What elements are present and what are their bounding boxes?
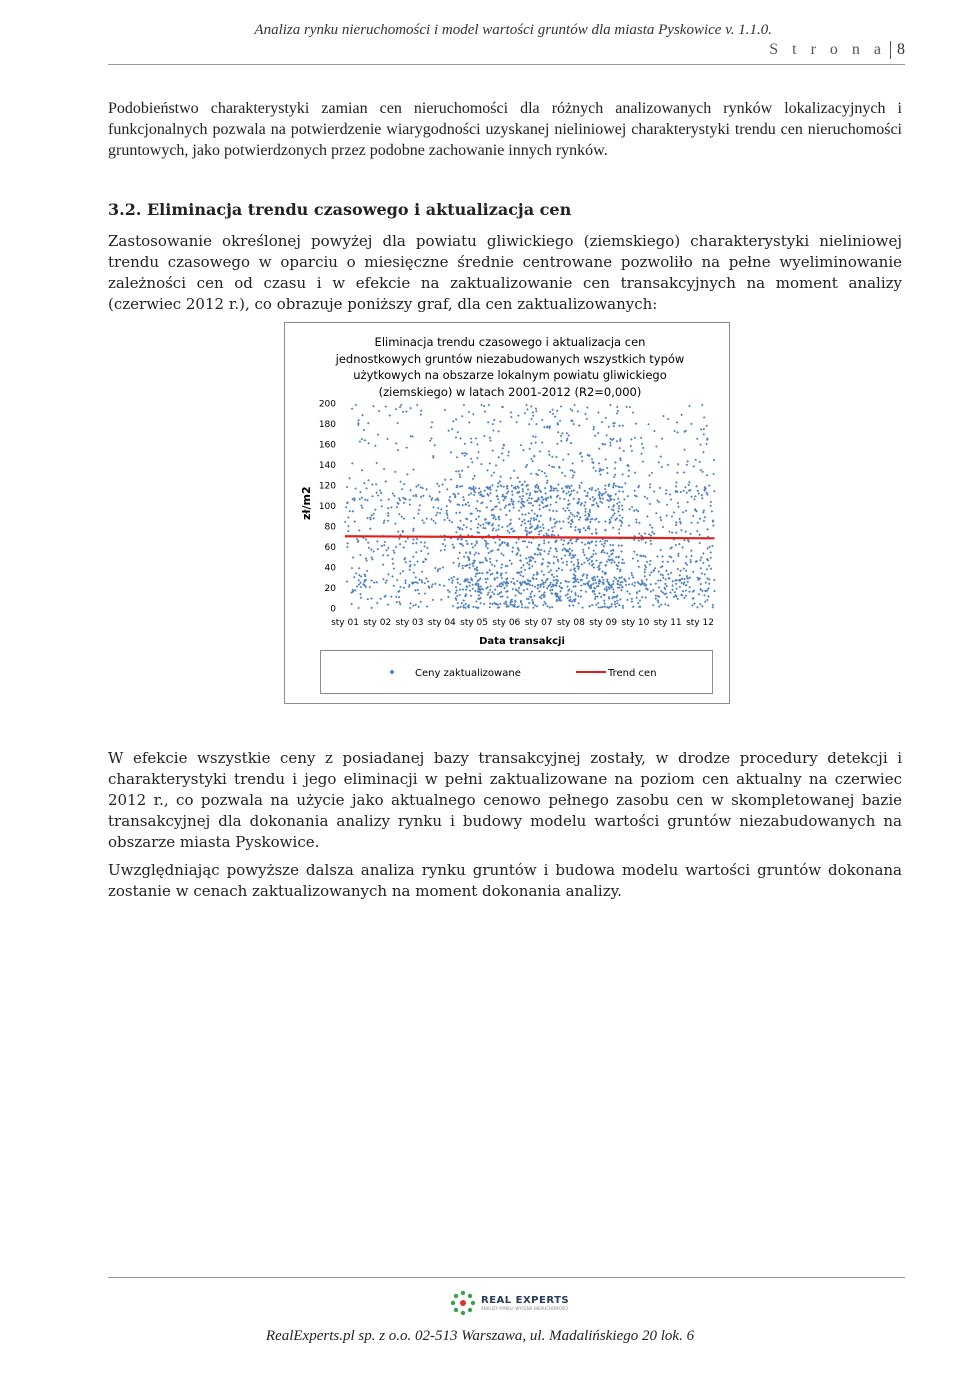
x-tick-label: sty 11: [653, 618, 682, 628]
page-separator: [890, 41, 891, 59]
legend-label-trend: Trend cen: [608, 668, 657, 679]
paragraph-conclusion: Uwzględniając powyższe dalsza analiza rynku gruntów i budowa modelu wartości gruntów dokonana zostanie w cenach zaktualizowanych na moment dokonania analizy.: [108, 861, 902, 900]
y-axis-label: zł/m2: [300, 486, 313, 520]
header-rule: [108, 64, 905, 65]
x-tick-label: sty 04: [427, 618, 456, 628]
y-tick-label: 0: [330, 604, 336, 615]
paragraph-trend: Zastosowanie określonej powyżej dla powiatu gliwickiego (ziemskiego) charakterystyki nieliniowej trendu czasowego w oparciu o miesięczne średnie centrowane pozwoliło na pełne wyeliminowanie zależności cen od czasu i w efekcie na zaktualizowanie cen transakcyjnych na moment analizy (czerwiec 2012 r.), co obrazuje poniższy graf, dla cen zaktualizowanych:: [108, 232, 902, 313]
y-tick-label: 20: [324, 584, 336, 594]
chart-legend: [320, 650, 713, 694]
x-tick-label: sty 08: [556, 618, 585, 628]
y-tick-label: 160: [318, 440, 336, 451]
x-tick-label: sty 01: [331, 618, 359, 628]
legend-label-scatter: Ceny zaktualizowane: [415, 668, 521, 679]
page-number: [769, 41, 905, 59]
y-tick-label: 60: [324, 543, 336, 553]
x-tick-label: sty 09: [589, 618, 618, 628]
y-tick-label: 100: [318, 502, 336, 512]
y-tick-label: 40: [324, 563, 336, 574]
x-tick-label: sty 03: [395, 618, 424, 628]
footer-address: RealExperts.pl sp. z o.o. 02-513 Warszawa, ul. Madalińskiego 20 lok. 6: [265, 1328, 695, 1344]
page-label: S t r o n a: [769, 41, 886, 58]
logo-tagline: ANALIZY RYNKU, WYCENA NIERUCHOMOŚCI: [481, 1306, 569, 1311]
page-number-value: 8: [897, 41, 905, 58]
footer-rule: [108, 1277, 905, 1278]
y-tick-label: 180: [318, 420, 336, 430]
chart-title: Eliminacja trendu czasowego i aktualizacja cen jednostkowych gruntów niezabudowanych wszystkich typów użytkowych na obszarze lokalnym powiatu gliwickiego (ziemskiego) w latach 2001-2012 (R2=0,000): [335, 335, 685, 399]
paragraph-intro: Podobieństwo charakterystyki zamian cen nieruchomości dla różnych analizowanych rynków lokalizacyjnych i funkcjonalnych pozwala na potwierdzenie wiarygodności uzyskanej nieliniowej charakterystyki trendu cen nieruchomości gruntowych, jako potwierdzonych przez podobne zachowanie innych rynków.: [108, 100, 902, 159]
y-tick-label: 80: [324, 522, 336, 533]
section-heading: 3.2. Eliminacja trendu czasowego i aktualizacja cen: [108, 200, 572, 219]
x-tick-label: sty 06: [492, 618, 521, 628]
document-header-title: Analiza rynku nieruchomości i model wartości gruntów dla miasta Pyskowice v. 1.1.0.: [254, 22, 772, 38]
y-tick-label: 200: [318, 399, 336, 410]
x-tick-label: sty 05: [460, 618, 489, 628]
y-tick-label: 120: [318, 481, 336, 492]
x-axis-label: Data transakcji: [479, 636, 565, 647]
x-tick-label: sty 07: [524, 618, 553, 628]
x-tick-label: sty 02: [363, 618, 392, 628]
logo-name: REAL EXPERTS: [481, 1295, 570, 1306]
x-tick-label: sty 12: [686, 618, 714, 628]
paragraph-result: W efekcie wszystkie ceny z posiadanej bazy transakcyjnej zostały, w drodze procedury detekcji i charakterystyki trendu i jego eliminacji w pełni zaktualizowane na poziom cen aktualny na czerwiec 2012 r., co pozwala na użycie jako aktualnego cenowo pełnego zasobu cen w skompletowanej bazie transakcyjnej dla dokonania analizy rynku i budowy modelu wartości gruntów niezabudowanych na obszarze miasta Pyskowice.: [108, 749, 902, 851]
y-tick-label: 140: [318, 461, 336, 471]
x-tick-label: sty 10: [621, 618, 650, 628]
real-experts-logo-icon: [450, 1290, 476, 1316]
company-logo: [450, 1290, 569, 1316]
